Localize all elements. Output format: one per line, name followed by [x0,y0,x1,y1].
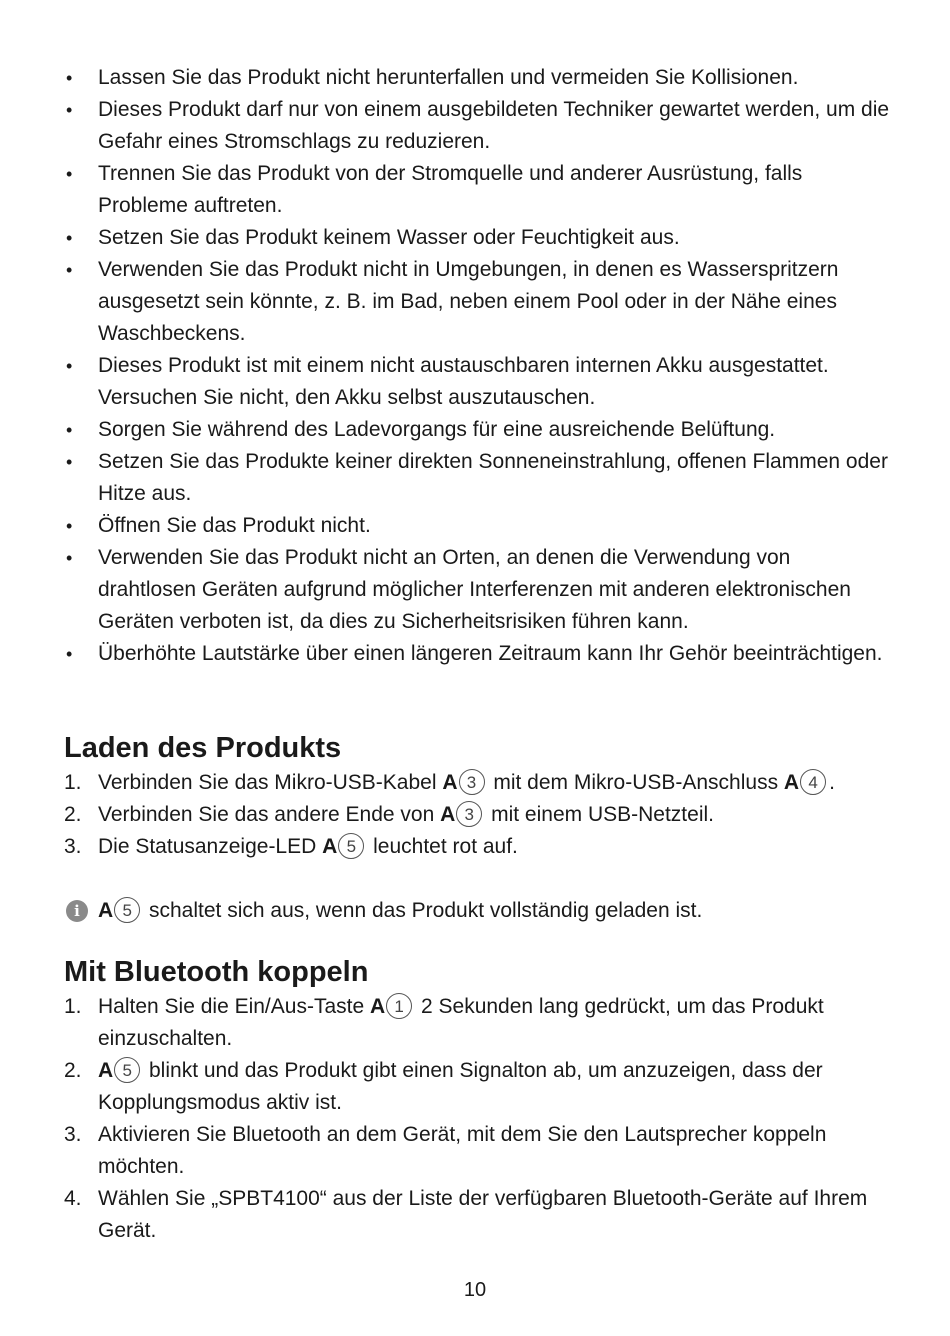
list-item: • Sorgen Sie während des Ladevorgangs für eine ausreichende Belüftung. [64,414,894,446]
list-item: • Setzen Sie das Produkt keinem Wasser oder Feuchtigkeit aus. [64,222,894,254]
charging-steps [64,767,894,863]
list-item: • Dieses Produkt darf nur von einem ausgebildeten Techniker gewartet werden, um die Gefahr eines Stromschlags zu reduzieren. [64,94,894,158]
bullet-marker: • [66,644,73,664]
list-item: • Dieses Produkt ist mit einem nicht austauschbaren internen Akku ausgestattet. Versuchen Sie nicht, den Akku selbst auszutauschen. [64,350,894,414]
bullet-marker: • [66,68,73,88]
pairing-steps [64,991,894,1247]
list-item: • Trennen Sie das Produkt von der Stromquelle und anderer Ausrüstung, falls Probleme auftreten. [64,158,894,222]
bullet-marker: • [66,516,73,536]
bullet-marker: • [66,356,73,376]
list-item: 1. Halten Sie die Ein/Aus-Taste A 1 2 Sekunden lang gedrückt, um das Produkt einzuschalten. [64,995,824,1050]
info-note: i A 5 schaltet sich aus, wenn das Produkt vollständig geladen ist. [64,895,894,927]
list-item: 2. Verbinden Sie das andere Ende von A 3 mit einem USB-Netzteil. [64,803,714,826]
bullet-marker: • [66,228,73,248]
bullet-marker: • [66,100,73,120]
list-item: • Öffnen Sie das Produkt nicht. [64,510,894,542]
callout-number: 5 [114,897,140,923]
safety-list [64,62,894,670]
callout-number: 1 [386,993,412,1019]
bullet-marker: • [66,420,73,440]
callout-number: 3 [456,801,482,827]
list-item: 2. A 5 blinkt und das Produkt gibt einen Signalton ab, um anzuzeigen, dass der Kopplungsmodus aktiv ist. [64,1059,823,1114]
pairing-heading: Mit Bluetooth koppeln [64,956,369,988]
list-item: 4. Wählen Sie „SPBT4100“ aus der Liste der verfügbaren Bluetooth-Geräte auf Ihrem Gerät. [64,1187,868,1242]
bullet-marker: • [66,260,73,280]
list-item: • Setzen Sie das Produkte keiner direkten Sonneneinstrahlung, offenen Flammen oder Hitze aus. [64,446,894,510]
bullet-marker: • [66,548,73,568]
callout-number: 5 [338,833,364,859]
charging-heading: Laden des Produkts [64,732,342,764]
callout-number: 4 [800,769,826,795]
page-number: 10 [463,1279,487,1301]
callout-number: 5 [114,1057,140,1083]
info-icon: i [66,900,88,922]
bullet-marker: • [66,452,73,472]
list-item: • Lassen Sie das Produkt nicht herunterfallen und vermeiden Sie Kollisionen. [64,62,894,94]
list-item: • Verwenden Sie das Produkt nicht in Umgebungen, in denen es Wasserspritzern ausgesetzt sein könnte, z. B. im Bad, neben einem Pool oder in der Nähe eines Waschbeckens. [64,254,894,350]
list-item: 1. Verbinden Sie das Mikro-USB-Kabel A 3 mit dem Mikro-USB-Anschluss A 4 . [64,771,835,794]
list-item: • Verwenden Sie das Produkt nicht an Orten, an denen die Verwendung von drahtlosen Geräten aufgrund möglicher Interferenzen mit anderen elektronischen Geräten verboten ist, da dies zu Sicherheitsrisiken führen kann. [64,542,894,638]
list-item: 3. Aktivieren Sie Bluetooth an dem Gerät, mit dem Sie den Lautsprecher koppeln möchten. [64,1123,827,1178]
callout-number: 3 [459,769,485,795]
list-item: 3. Die Statusanzeige-LED A 5 leuchtet rot auf. [64,835,518,858]
bullet-marker: • [66,164,73,184]
list-item: • Überhöhte Lautstärke über einen längeren Zeitraum kann Ihr Gehör beeinträchtigen. [64,638,894,670]
